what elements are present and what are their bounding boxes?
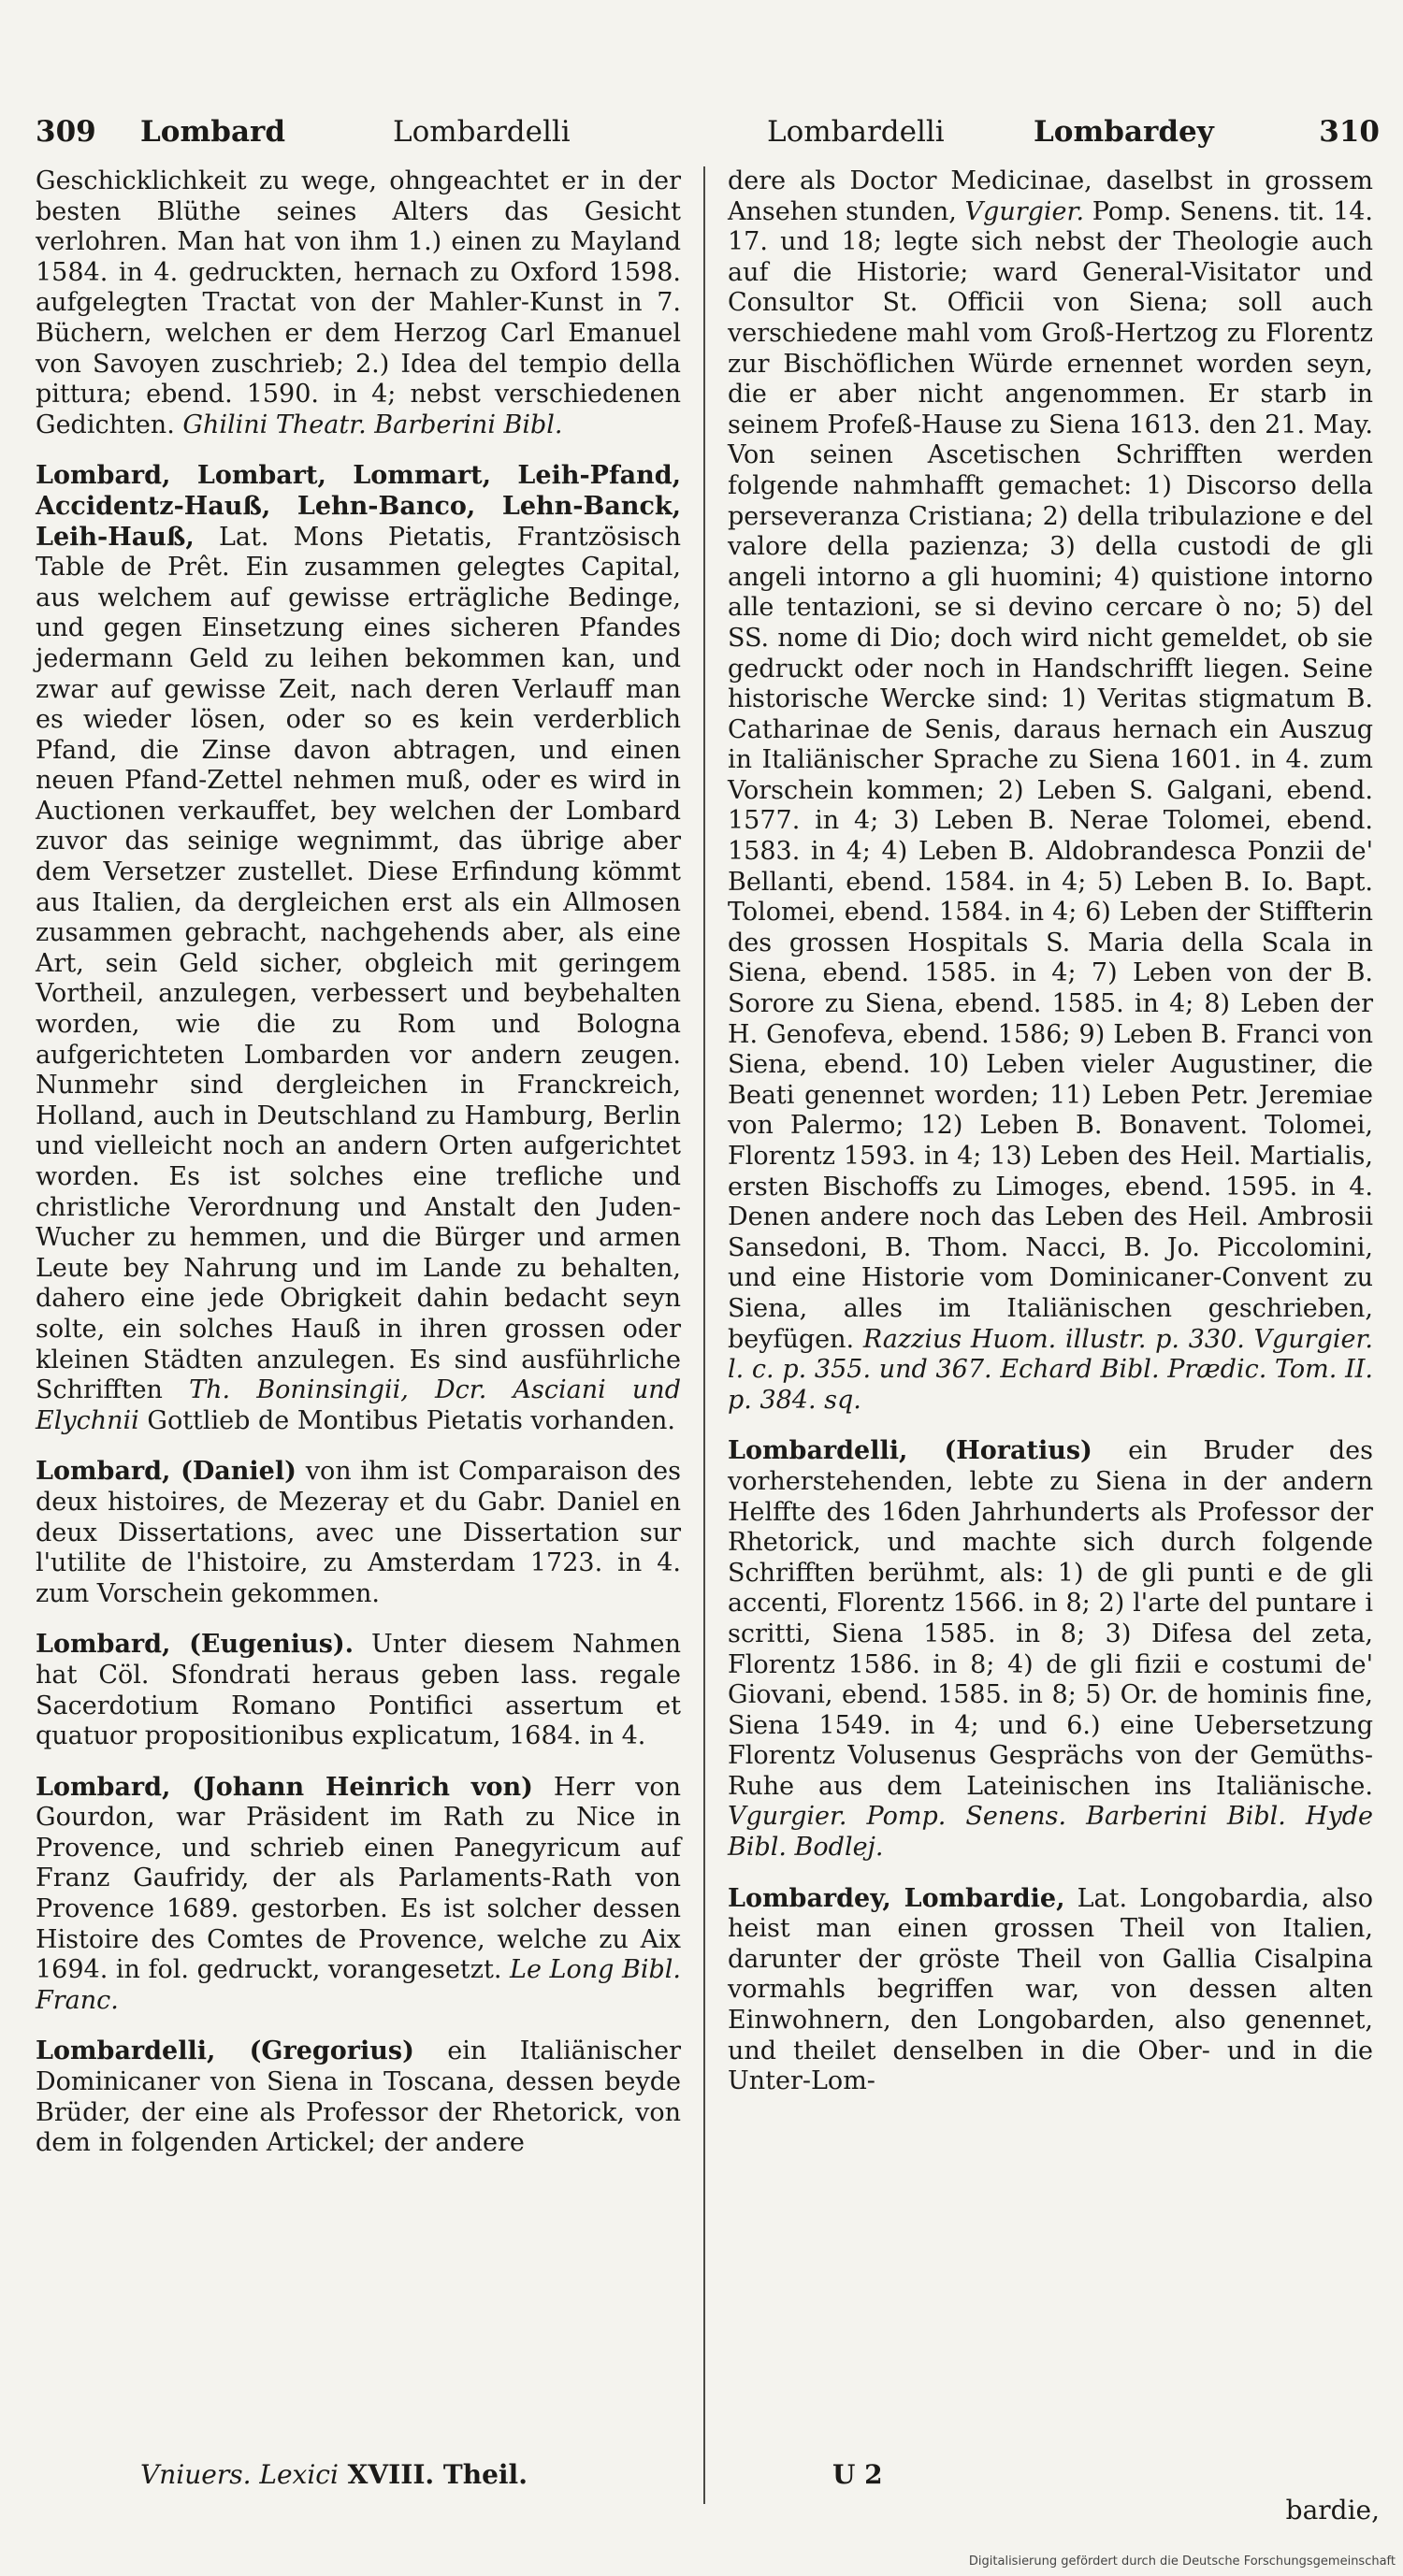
left-catch-keyword: Lombard (140, 115, 286, 149)
running-header (28, 103, 1380, 161)
right-column (728, 166, 1373, 2118)
entry-gregorius-continued: dere als Doctor Medicinae, daselbst in grossem Ansehen stunden, Vgurgier. Pomp. Senens. tit. 14. 17. und 18; legte sich nebst der Theologie auch auf die Historie; ward General-Visitator und Consultor St. Officii von Siena; soll auch verschiedene mahl vom Groß-Hertzog zu Florentz zur Bischöflichen Würde ernennet worden seyn, die er aber nicht angenommen. Er starb in seinem Profeß-Hause zu Siena 1613. den 21. May. Von seinen Ascetischen Schrifften werden folgende nahmhafft gemachet: 1) Discorso della perseveranza Cristiana; 2) della tribulazione e del valore della pazienza; 3) della custodi de gli angeli intorno a gli huomini; 4) quistione intorno alle tentazioni, se si devino cercare ò no; 5) del SS. nome di Dio; doch wird nicht gemeldet, ob sie gedruckt oder noch in Handschrifft liegen. Seine historische Wercke sind: 1) Veritas stigmatum B. Catharinae de Senis, daraus hernach ein Auszug in Italiänischer Sprache zu Siena 1601. in 4. zum Vorschein kommen; 2) Leben S. Galgani, ebend. 1577. in 4; 3) Leben B. Nerae Tolomei, ebend. 1583. in 4; 4) Leben B. Aldobrandesca Ponzii de' Bellanti, ebend. 1584. in 4; 5) Leben B. Io. Bapt. Tolomei, ebend. 1584. in 4; 6) Leben der Stiffterin des grossen Hospitals S. Maria della Scala in Siena, ebend. 1585. in 4; 7) Leben von der B. Sorore zu Siena, ebend. 1585. in 4; 8) Leben der H. Genofeva, ebend. 1586; 9) Leben B. Franci von Siena, ebend. 10) Leben vieler Augustiner, die Beati genennet worden; 11) Leben Petr. Jeremiae von Palermo; 12) Leben B. Bonavent. Tolomei, Florentz 1593. in 4; 13) Leben des Heil. Martialis, ersten Bischoffs zu Limoges, ebend. 1595. in 4. Denen andere noch das Leben des Heil. Ambrosii Sansedoni, B. Thom. Nacci, B. Jo. Piccolomini, und eine Historie vom Dominicaner-Convent zu Siena, alles im Italiänischen geschrieben, beyfügen. Razzius Huom. illustr. p. 330. Vgurgier. l. c. p. 355. und 367. Echard Bibl. Prædic. Tom. II. p. 384. sq. (728, 166, 1374, 1415)
entry-lombard-daniel: Lombard, (Daniel) von ihm ist Comparaison des deux histoires, de Mezeray et du Gabr. Daniel en deux Dissertations, avec une Dissertation sur l'utilite de l'histoire, zu Amsterdam 1723. in 4. zum Vorschein gekommen. (36, 1457, 681, 1608)
left-catch-keyword-2: Lombardelli (393, 115, 571, 149)
right-page-number: 310 (1319, 115, 1380, 149)
entry-heading: Lombard, (Daniel) (36, 1457, 297, 1487)
entry-heading: Lombard, (Johann Heinrich von) (36, 1772, 533, 1802)
right-catch-keyword-2: Lombardelli (767, 115, 945, 149)
column-divider (703, 166, 705, 2504)
signature-mark: U 2 (832, 2459, 883, 2490)
right-catch-keyword: Lombardey (1034, 115, 1214, 149)
entry-lombard-johann-heinrich: Lombard, (Johann Heinrich von) Herr von Gourdon, war Präsident im Rath zu Nice in Provence, und schrieb einen Panegyricum auf Franz Gaufridy, der als Parlaments-Rath von Provence 1689. gestorben. Es ist solcher dessen Histoire des Comtes de Provence, welche zu Aix 1694. in fol. gedruckt, vorangesetzt. Le Long Bibl. Franc. (36, 1772, 681, 2015)
entry-lombardelli-horatius: Lombardelli, (Horatius) ein Bruder des vorherstehenden, lebte zu Siena in der andern Helffte des 16den Jahrhunderts als Professor der Rhetorick, und machte sich durch folgende Schrifften berühmt, als: 1) de gli punti e de gli accenti, Florentz 1566. in 8; 2) l'arte del puntare i scritti, Siena 1585. in 8; 3) Difesa del zeta, Florentz 1586. in 8; 4) de gli fizii e costumi de' Giovani, ebend. 1585. in 8; 5) Or. de hominis fine, Siena 1549. in 4; und 6.) eine Uebersetzung Florentz Volusenus Gesprächs von der Gemüths-Ruhe aus dem Lateinischen ins Italiänische. Vgurgier. Pomp. Senens. Barberini Bibl. Hyde Bibl. Bodlej. (728, 1436, 1374, 1863)
catchword: bardie, (1285, 2495, 1380, 2526)
entry-heading: Lombardelli, (Horatius) (728, 1436, 1092, 1466)
entry-heading: Lombardelli, (Gregorius) (36, 2036, 414, 2066)
entry-heading: Lombardey, Lombardie, (728, 1883, 1065, 1913)
left-page-number: 309 (36, 115, 96, 149)
digitization-credit: Digitalisierung gefördert durch die Deutsche Forschungsgemeinschaft (968, 2554, 1396, 2569)
left-column (36, 166, 681, 2180)
entry-continuation: Geschicklichkeit zu wege, ohngeachtet er in der besten Blüthe seines Alters das Gesicht verlohren. Man hat von ihm 1.) einen zu Mayland 1584. in 4. gedruckten, hernach zu Oxford 1598. aufgelegten Tractat von der Mahler-Kunst in 7. Büchern, welchen er dem Herzog Carl Emanuel von Savoyen zuschrieb; 2.) Idea del tempio della pittura; ebend. 1590. in 4; nebst verschiedenen Gedichten. Ghilini Theatr. Barberini Bibl. (36, 166, 681, 439)
volume-signature: Vniuers. Lexici XVIII. Theil. (140, 2459, 528, 2490)
book-page (28, 103, 1380, 2525)
entry-lombard-eugenius: Lombard, (Eugenius). Unter diesem Nahmen hat Cöl. Sfondrati heraus geben lass. regale Sacerdotium Romano Pontifici assertum et quatuor propositionibus explicatum, 1684. in 4. (36, 1630, 681, 1751)
entry-lombard-pfand: Lombard, Lombart, Lommart, Leih-Pfand, Accidentz-Hauß, Lehn-Banco, Lehn-Banck, Leih-Hauß, Lat. Mons Pietatis, Frantzösisch Table de Prêt. Ein zusammen gelegtes Capital, aus welchem auf gewisse erträgliche Bedinge, und gegen Einsetzung eines sicheren Pfandes jedermann Geld zu leihen bekommen kan, und zwar auf gewisse Zeit, nach deren Verlauff man es wieder lösen, oder so es kein verderblich Pfand, die Zinse davon abtragen, und einen neuen Pfand-Zettel nehmen muß, oder es wird in Auctionen verkauffet, bey welchen der Lombard zuvor das seinige wegnimmt, das übrige aber dem Versetzer zustellet. Diese Erfindung kömmt aus Italien, da dergleichen erst als ein Allmosen zusammen gebracht, nachgehends aber, als eine Art, sein Geld sicher, obgleich mit geringem Vortheil, anzulegen, verbessert und beybehalten worden, wie die zu Rom und Bologna aufgerichteten Lombarden vor andern zeugen. Nunmehr sind dergleichen in Franckreich, Holland, auch in Deutschland zu Hamburg, Berlin und vielleicht noch an andern Orten aufgerichtet worden. Es ist solches eine trefliche und christliche Verordnung und Anstalt den Juden-Wucher zu hemmen, und die Bürger und armen Leute bey Nahrung und im Lande zu behalten, dahero eine jede Obrigkeit dahin bedacht seyn solte, ein solches Hauß in ihren grossen oder kleinen Städten anzulegen. Es sind ausführliche Schrifften Th. Boninsingii, Dcr. Asciani und Elychnii Gottlieb de Montibus Pietatis vorhanden. (36, 461, 681, 1435)
entry-heading: Lombard, Lombart, Lommart, Leih-Pfand, Accidentz-Hauß, Lehn-Banco, Lehn-Banck, Leih-Hauß, (36, 461, 681, 552)
entry-heading: Lombard, (Eugenius). (36, 1630, 354, 1660)
entry-lombardelli-gregorius: Lombardelli, (Gregorius) ein Italiänischer Dominicaner von Siena in Toscana, dessen beyde Brüder, der eine als Professor der Rhetorick, von dem in folgenden Artickel; der andere (36, 2036, 681, 2158)
entry-lombardey: Lombardey, Lombardie, Lat. Longobardia, also heist man einen grossen Theil von Italien, darunter der gröste Theil von Gallia Cisalpina vormahls begriffen war, von dessen alten Einwohnern, den Longobarden, also genennet, und theilet denselben in die Ober- und in die Unter-Lom- (728, 1883, 1373, 2096)
